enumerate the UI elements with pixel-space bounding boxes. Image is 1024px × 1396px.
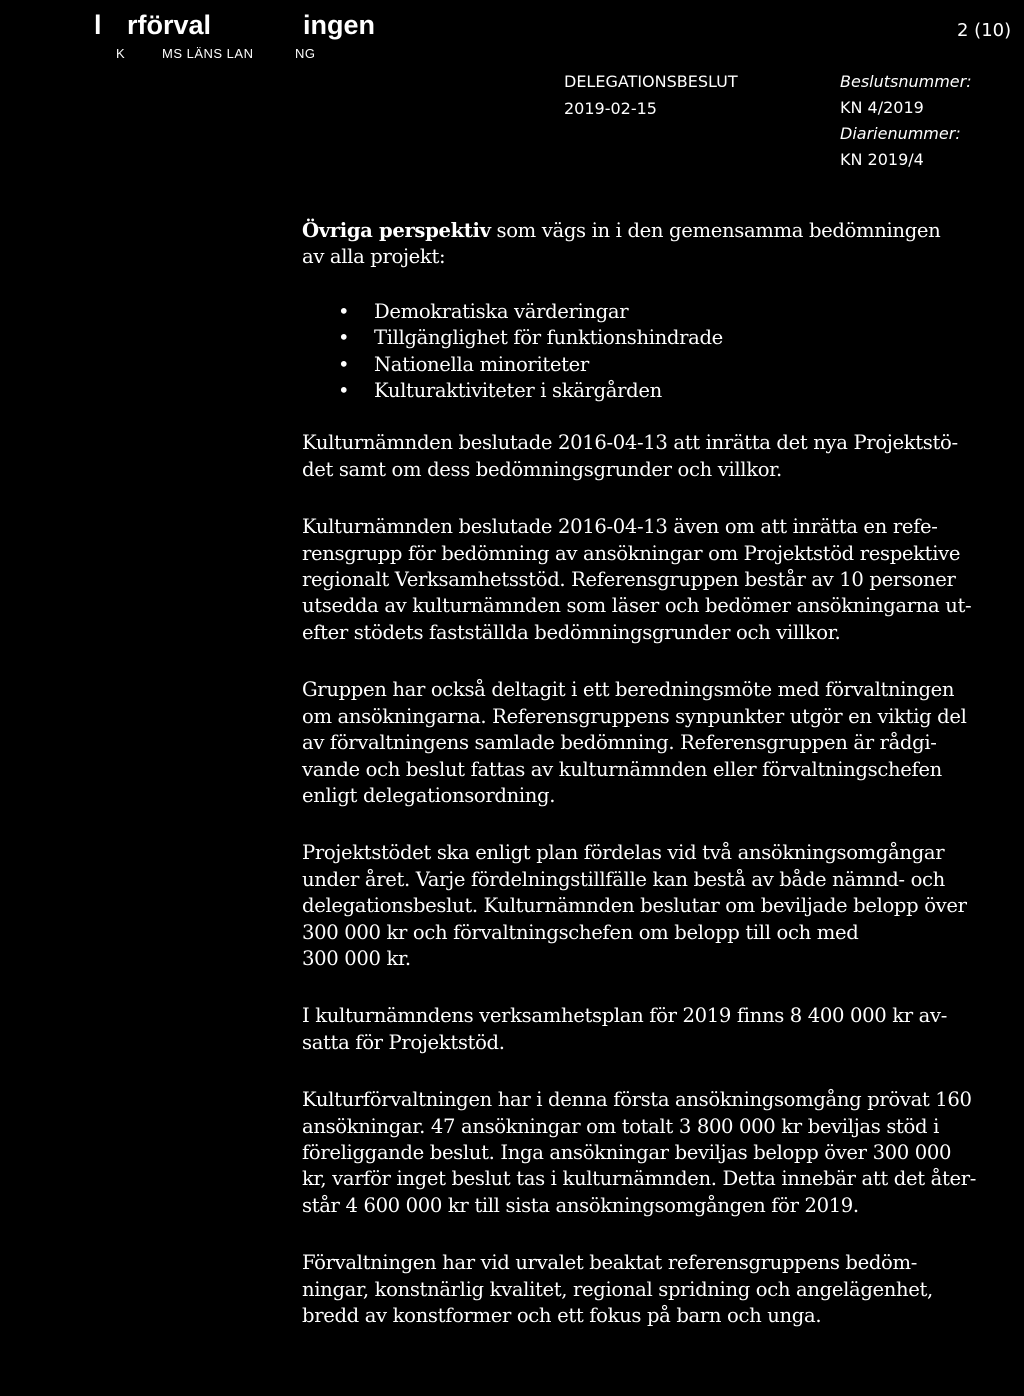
paragraph-line: enligt delegationsordning. bbox=[302, 783, 556, 807]
paragraph-line: Kulturnämnden beslutade 2016-04-13 att inrätta det nya Projektstö- bbox=[302, 431, 958, 455]
list-item: • Kulturaktiviteter i skärgården bbox=[338, 378, 1008, 404]
paragraph bbox=[302, 1087, 1008, 1219]
paragraph bbox=[302, 840, 1008, 972]
paragraph bbox=[302, 1003, 1008, 1056]
decision-number: KN 4/2019 bbox=[840, 98, 924, 117]
paragraph bbox=[302, 514, 1008, 646]
logo-subtitle-fragment-1: K bbox=[116, 46, 126, 61]
paragraph-line: utsedda av kulturnämnden som läser och bedömer ansökningarna ut- bbox=[302, 594, 972, 618]
document-body bbox=[302, 218, 1008, 1329]
document-date: 2019-02-15 bbox=[564, 99, 657, 118]
logo-subtitle-fragment-2: MS LÄNS LAN bbox=[162, 46, 254, 61]
diary-number-label: Diarienummer: bbox=[840, 124, 961, 143]
paragraph-line: rensgrupp för bedömning av ansökningar om Projektstöd respektive bbox=[302, 541, 961, 565]
list-item: • Demokratiska värderingar bbox=[338, 299, 1008, 325]
paragraph-line: Projektstödet ska enligt plan fördelas vid två ansökningsomgångar bbox=[302, 841, 945, 865]
paragraph-line: Gruppen har också deltagit i ett beredningsmöte med förvaltningen bbox=[302, 678, 955, 702]
paragraph-line: står 4 600 000 kr till sista ansökningsomgången för 2019. bbox=[302, 1193, 859, 1217]
list-item: • Nationella minoriteter bbox=[338, 352, 1008, 378]
paragraph bbox=[302, 430, 1008, 483]
paragraph-line: ansökningar. 47 ansökningar om totalt 3 800 000 kr beviljas stöd i bbox=[302, 1114, 939, 1138]
list-item: • Tillgänglighet för funktionshindrade bbox=[338, 325, 1008, 351]
paragraph bbox=[302, 677, 1008, 809]
paragraph-line: föreliggande beslut. Inga ansökningar beviljas belopp över 300 000 bbox=[302, 1140, 952, 1164]
paragraph-line: regionalt Verksamhetsstöd. Referensgruppen består av 10 personer bbox=[302, 568, 956, 592]
intro-paragraph bbox=[302, 218, 1008, 271]
paragraph-line: under året. Varje fördelningstillfälle kan bestå av både nämnd- och bbox=[302, 867, 945, 891]
logo-fragment-2: rförval bbox=[127, 10, 212, 40]
paragraph-line: det samt om dess bedömningsgrunder och villkor. bbox=[302, 457, 782, 481]
paragraph-line: Förvaltningen har vid urvalet beaktat referensgruppens bedöm- bbox=[302, 1251, 918, 1275]
logo-fragment-3: ingen bbox=[303, 10, 375, 40]
logo-fragment-1: l bbox=[94, 10, 102, 40]
paragraph-line: om ansökningarna. Referensgruppens synpunkter utgör en viktig del bbox=[302, 704, 967, 728]
page-number: 2 (10) bbox=[957, 20, 1012, 41]
intro-line-1 bbox=[302, 218, 1008, 244]
document-type: DELEGATIONSBESLUT bbox=[564, 72, 738, 91]
paragraph-line: satta för Projektstöd. bbox=[302, 1030, 505, 1054]
intro-bold-lead: Övriga perspektiv bbox=[302, 219, 491, 242]
intro-line-1-text: som vägs in i den gemensamma bedömningen bbox=[490, 219, 941, 242]
paragraph-line: bredd av konstformer och ett fokus på barn och unga. bbox=[302, 1304, 822, 1327]
paragraph-line: ningar, konstnärlig kvalitet, regional spridning och angelägenhet, bbox=[302, 1277, 933, 1301]
paragraph-line: vande och beslut fattas av kulturnämnden eller förvaltningschefen bbox=[302, 757, 942, 781]
paragraph-line: I kulturnämndens verksamhetsplan för 2019 finns 8 400 000 kr av- bbox=[302, 1004, 947, 1028]
paragraph bbox=[302, 1250, 1008, 1329]
paragraph-line: Kulturnämnden beslutade 2016-04-13 även om att inrätta en refe- bbox=[302, 515, 938, 539]
paragraph-line: kr, varför inget beslut tas i kulturnämnden. Detta innebär att det åter- bbox=[302, 1167, 976, 1191]
paragraph-line: 300 000 kr och förvaltningschefen om belopp till och med bbox=[302, 920, 859, 944]
logo-subtitle-fragment-3: NG bbox=[295, 46, 316, 61]
intro-line-2: av alla projekt: bbox=[302, 245, 446, 269]
diary-number: KN 2019/4 bbox=[840, 150, 924, 169]
decision-number-label: Beslutsnummer: bbox=[840, 72, 972, 91]
paragraph-line: Kulturförvaltningen har i denna första ansökningsomgång prövat 160 bbox=[302, 1088, 972, 1112]
paragraph-line: efter stödets fastställda bedömningsgrunder och villkor. bbox=[302, 620, 841, 644]
paragraph-line: 300 000 kr. bbox=[302, 946, 411, 970]
paragraph-line: delegationsbeslut. Kulturnämnden beslutar om beviljade belopp över bbox=[302, 894, 967, 918]
paragraph-line: av förvaltningens samlade bedömning. Referensgruppen är rådgi- bbox=[302, 731, 937, 755]
perspective-list bbox=[302, 299, 1008, 405]
